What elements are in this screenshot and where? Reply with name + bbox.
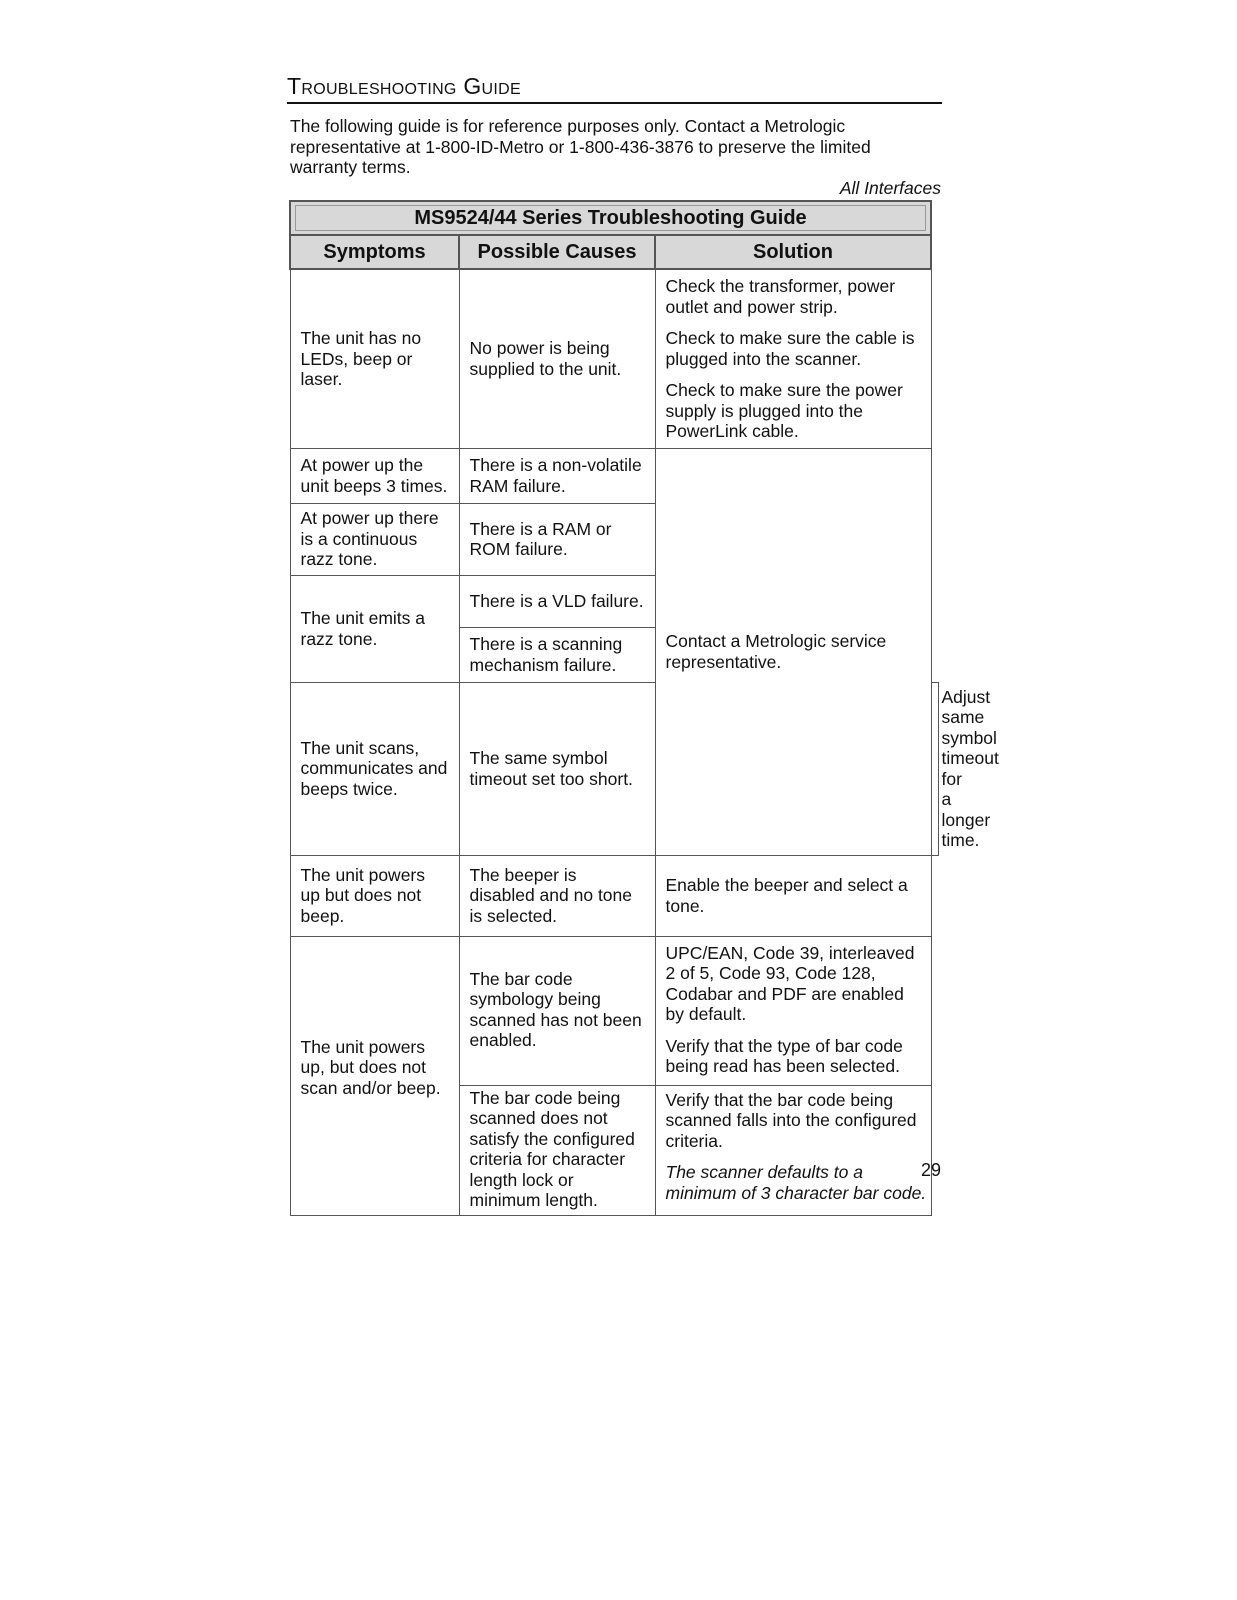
solution-cell <box>655 1085 931 1215</box>
cause-cell: The beeper is disabled and no tone is selected. <box>459 855 655 936</box>
symptom-cell: The unit scans, communicates and beeps twice. <box>290 682 459 855</box>
symptom-cell: The unit has no LEDs, beep or laser. <box>290 269 459 448</box>
cause-cell: The bar code symbology being scanned has not been enabled. <box>459 936 655 1085</box>
solution-text: Check to make sure the power supply is plugged into the PowerLink cable. <box>665 380 903 441</box>
symptom-cell: At power up there is a continuous razz tone. <box>290 503 459 575</box>
header-possible-causes: Possible Causes <box>459 235 655 269</box>
cause-cell: There is a non-volatile RAM failure. <box>459 448 655 503</box>
troubleshooting-table <box>289 200 999 1216</box>
cause-cell: There is a VLD failure. <box>459 575 655 627</box>
header-solution: Solution <box>655 235 931 269</box>
cause-cell: There is a scanning mechanism failure. <box>459 627 655 682</box>
section-heading: Troubleshooting Guide <box>287 72 942 104</box>
table-row <box>290 269 939 448</box>
solution-cell: Enable the beeper and select a tone. <box>655 855 931 936</box>
table-row <box>290 936 939 1085</box>
cause-cell: The same symbol timeout set too short. <box>459 682 655 855</box>
table-title-cell <box>290 201 931 235</box>
solution-text: Verify that the type of bar code being read has been selected. <box>665 1035 903 1076</box>
solution-text: UPC/EAN, Code 39, interleaved 2 of 5, Code 93, Code 128, Codabar and PDF are enabled by default. <box>665 942 915 1024</box>
table-row <box>290 855 939 936</box>
solution-cell <box>655 269 931 448</box>
page-number: 29 <box>920 1160 941 1180</box>
solution-note: The scanner defaults to a minimum of 3 character bar code. <box>665 1162 927 1203</box>
cause-cell: No power is being supplied to the unit. <box>459 269 655 448</box>
solution-cell <box>655 936 931 1085</box>
symptom-cell: The unit powers up but does not beep. <box>290 855 459 936</box>
table-row <box>290 448 939 503</box>
solution-text: Check to make sure the cable is plugged into the scanner. <box>665 328 915 369</box>
intro-paragraph: The following guide is for reference purposes only. Contact a Metrologic representative at 1-800-ID-Metro or 1-800-436-3876 to preserve the limited warranty terms. <box>290 116 871 177</box>
header-symptoms: Symptoms <box>290 235 459 269</box>
symptom-cell: The unit powers up, but does not scan and/or beep. <box>290 936 459 1215</box>
symptom-cell: At power up the unit beeps 3 times. <box>290 448 459 503</box>
solution-cell: Adjust same symbol timeout for a longer time. <box>931 682 939 855</box>
symptom-cell: The unit emits a razz tone. <box>290 575 459 682</box>
cause-cell: The bar code being scanned does not satisfy the configured criteria for character length lock or minimum length. <box>459 1085 655 1215</box>
solution-cell: Contact a Metrologic service representative. <box>655 448 931 855</box>
table-title: MS9524/44 Series Troubleshooting Guide <box>295 205 926 232</box>
interfaces-note: All Interfaces <box>839 178 941 198</box>
cause-cell: There is a RAM or ROM failure. <box>459 503 655 575</box>
solution-text: Verify that the bar code being scanned falls into the configured criteria. <box>665 1089 917 1151</box>
solution-text: Check the transformer, power outlet and power strip. <box>665 276 896 317</box>
